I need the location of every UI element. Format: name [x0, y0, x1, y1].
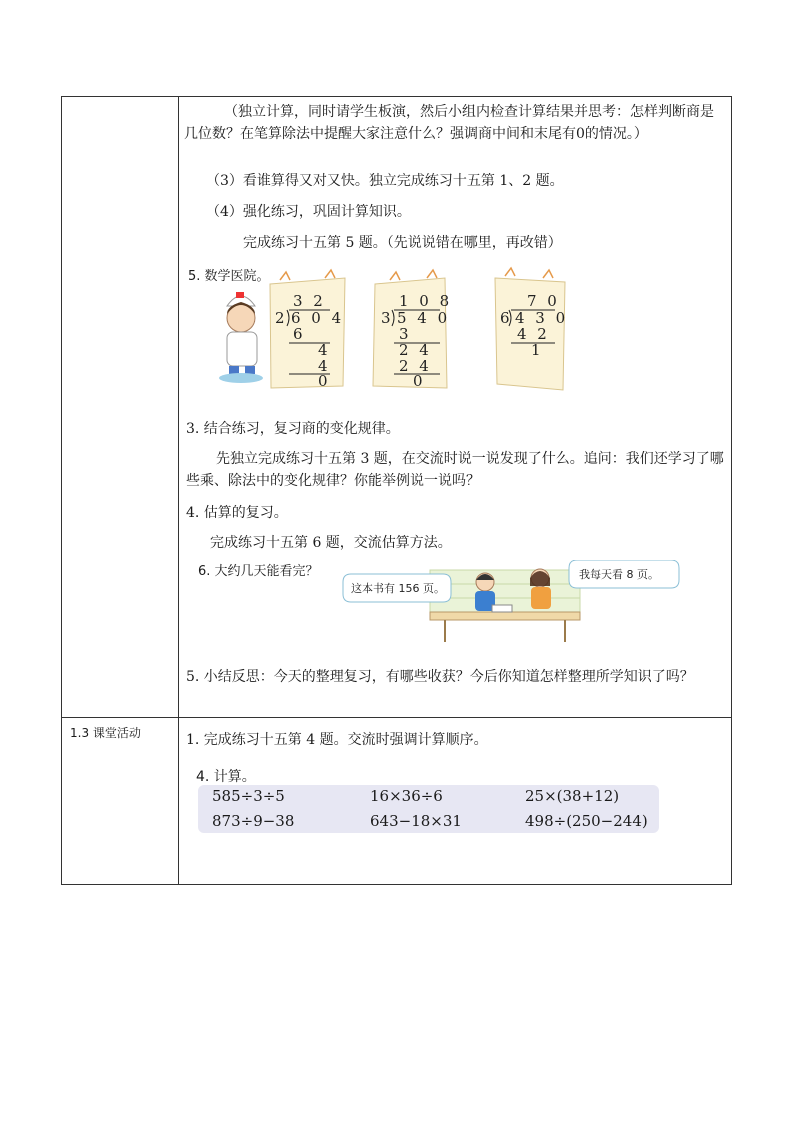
expression-4: 873÷9−38 [212, 812, 295, 830]
section-4-paragraph: 完成练习十五第 6 题，交流估算方法。 [210, 535, 452, 551]
calc-2-quotient: 1 0 8 [399, 292, 453, 310]
calc-2-step-2: 2 4 [399, 341, 432, 359]
speech-right-text: 我每天看 8 页。 [579, 568, 659, 581]
activity-item-1: 1. 完成练习十五第 4 题。交流时强调计算顺序。 [186, 732, 488, 748]
expression-6: 498÷(250−244) [525, 812, 648, 830]
independent-calc-paragraph: （独立计算，同时请学生板演，然后小组内检查计算结果并思考：怎样判断商是几位数？在笔算除法中提醒大家注意什么？强调商中间和末尾有0的情况。） [184, 104, 714, 142]
speech-left-text: 这本书有 156 页。 [351, 582, 445, 595]
section-3-title: 3. 结合练习，复习商的变化规律。 [186, 421, 400, 437]
calc-2-step-3: 2 4 [399, 357, 432, 375]
calc-card-1 [270, 270, 345, 390]
girl-body [531, 587, 551, 609]
calc-3-step-2: 1 [531, 341, 544, 359]
calc-3-divisor: 6 [500, 309, 513, 327]
column-divider [178, 97, 179, 884]
calc-card-2 [373, 270, 452, 390]
expression-3: 25×(38+12) [525, 787, 620, 805]
item-4: （4）强化练习，巩固计算知识。 [206, 204, 411, 220]
reading-estimate-figure [335, 560, 680, 645]
calc-1-step-1: 6 [293, 325, 306, 343]
calc-3-quotient: 7 0 [527, 292, 560, 310]
calc-card-3 [495, 268, 568, 390]
figure-5-caption: 5. 数学医院。 [188, 269, 270, 284]
exercise-5-intro: 完成练习十五第 5 题。（先说说错在哪里，再改错） [243, 235, 562, 251]
calc-1-step-2: 4 [318, 341, 331, 359]
expression-5: 643−18×31 [370, 812, 462, 830]
calc-1-step-4: 0 [318, 372, 331, 390]
math-hospital-figure [205, 266, 585, 396]
section-5-summary: 5. 小结反思：今天的整理复习，有哪些收获？今后你知道怎样整理所学知识了吗？ [186, 669, 694, 685]
calc-2-step-1: 3 [399, 325, 412, 343]
doctor-illustration [219, 292, 263, 383]
section-3-paragraph: 先独立完成练习十五第 3 题，在交流时说一说发现了什么。追问：我们还学习了哪些乘、除法中的变化规律？你能举例说一说吗？ [186, 451, 724, 489]
item-3: （3）看谁算得又对又快。独立完成练习十五第 1、2 题。 [206, 173, 564, 189]
calc-1-quotient: 3 2 [293, 292, 326, 310]
row-divider [62, 717, 731, 718]
calc-3-dividend: 4 3 0 [515, 309, 569, 327]
calc-2-divisor: 3 [381, 309, 394, 327]
calc-1-divisor: 2 [275, 309, 288, 327]
calc-1-step-3: 4 [318, 357, 331, 375]
expression-1: 585÷3÷5 [212, 787, 285, 805]
calc-2-dividend: 5 4 0 [397, 309, 451, 327]
expression-2: 16×36÷6 [370, 787, 443, 805]
book-icon [492, 605, 512, 612]
section-4-title: 4. 估算的复习。 [186, 505, 288, 521]
figure-6-caption: 6. 大约几天能看完？ [198, 564, 319, 579]
calc-2-step-4: 0 [413, 372, 426, 390]
figure-4-caption: 4. 计算。 [196, 769, 256, 785]
calc-1-dividend: 6 0 4 [291, 309, 345, 327]
calc-3-step-1: 4 2 [517, 325, 550, 343]
row-label-classroom-activity: 1.3 课堂活动 [70, 726, 141, 740]
